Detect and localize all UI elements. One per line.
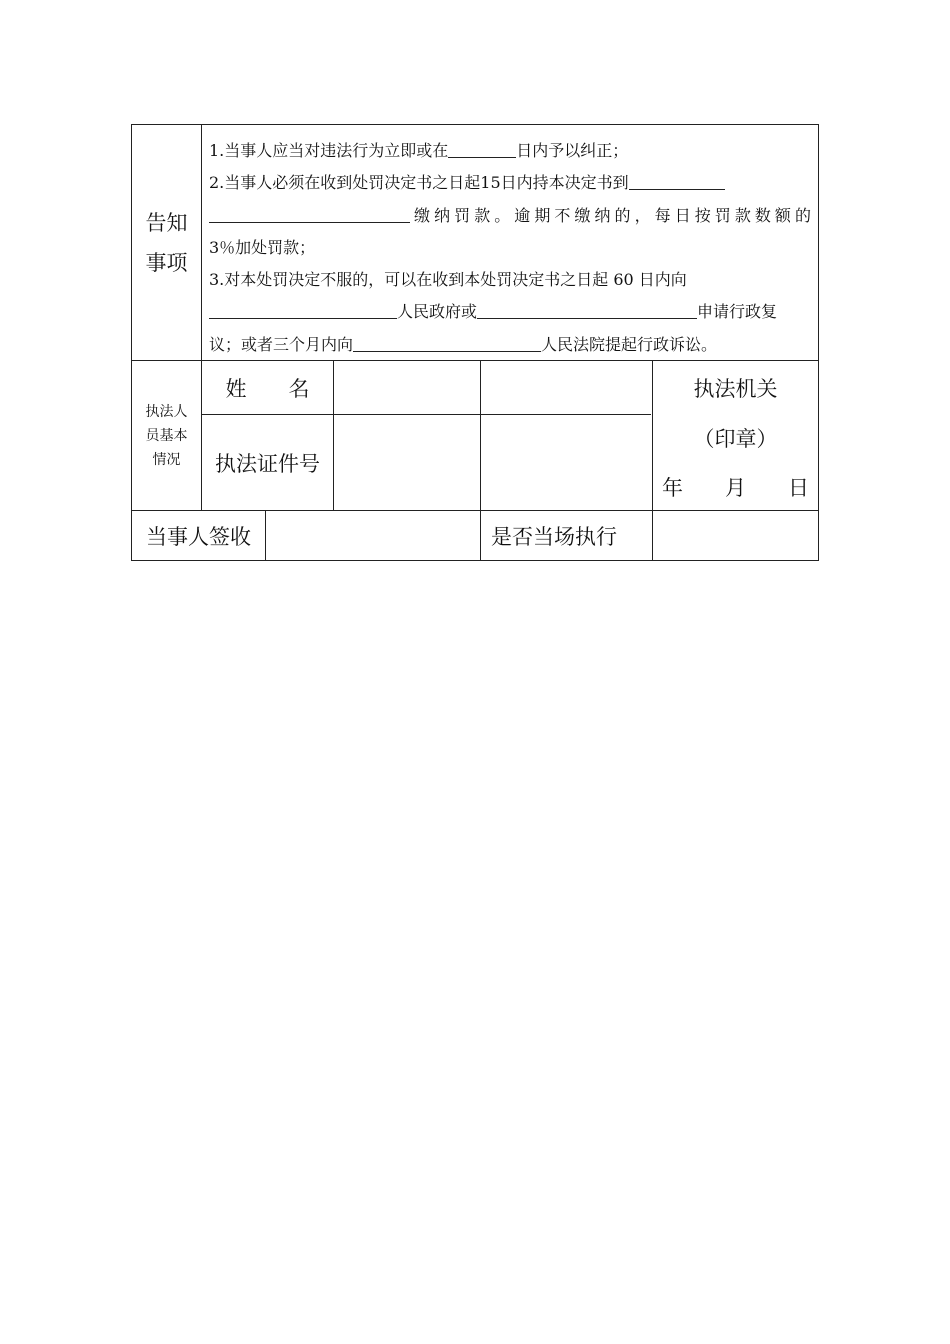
notice-form-table <box>131 124 819 561</box>
notice-label-line1: 告知 <box>145 210 188 235</box>
payment-place-blank[interactable] <box>629 173 725 191</box>
government-blank[interactable] <box>209 302 397 320</box>
officer-2-cert-field[interactable] <box>481 415 652 510</box>
on-site-field[interactable] <box>653 511 818 561</box>
days-blank[interactable] <box>448 140 516 158</box>
notice-item-3: 3.对本处罚决定不服的，可以在收到本处罚决定书之日起 60 日内向 <box>209 270 687 290</box>
agency-label: 执法机关 <box>693 377 778 401</box>
notice-label-line2: 事项 <box>145 250 188 275</box>
cert-number-label: 执法证件号 <box>215 451 320 476</box>
notice-item-3-end: 议；或者三个月内向 人民法院提起行政诉讼。 <box>209 334 718 354</box>
notice-item-2: 2.当事人必须在收到处罚决定书之日起15日内持本决定书到 <box>209 167 811 199</box>
seal-label: （印章） <box>693 427 778 451</box>
notice-item-3-cont: 人民政府或 申请行政复 <box>209 296 811 328</box>
party-sign-field[interactable] <box>266 511 480 561</box>
notice-item-2-cont: 缴纳罚款。逾期不缴纳的，每日按罚款数额的 <box>209 200 811 232</box>
officer-2-name-field[interactable] <box>481 361 652 414</box>
payment-place-blank-cont[interactable] <box>209 205 410 223</box>
notice-item-2-end: 3％加处罚款； <box>209 237 316 257</box>
officer-section-label: 执法人 员基本 情况 <box>145 403 188 468</box>
review-agency-blank[interactable] <box>477 302 697 320</box>
notice-label <box>132 125 201 360</box>
name-label: 姓 名 <box>225 376 310 401</box>
party-sign-label: 当事人签收 <box>146 525 251 549</box>
notice-item-1: 1.当事人应当对违法行为立即或在 日内予以纠正； <box>209 141 629 160</box>
date-label: 年 月 日 <box>662 476 809 500</box>
notice-content <box>209 135 811 361</box>
officer-1-name-field[interactable] <box>334 361 480 414</box>
on-site-label: 是否当场执行 <box>491 525 617 549</box>
officer-1-cert-field[interactable] <box>334 415 480 510</box>
court-blank[interactable] <box>353 334 541 352</box>
